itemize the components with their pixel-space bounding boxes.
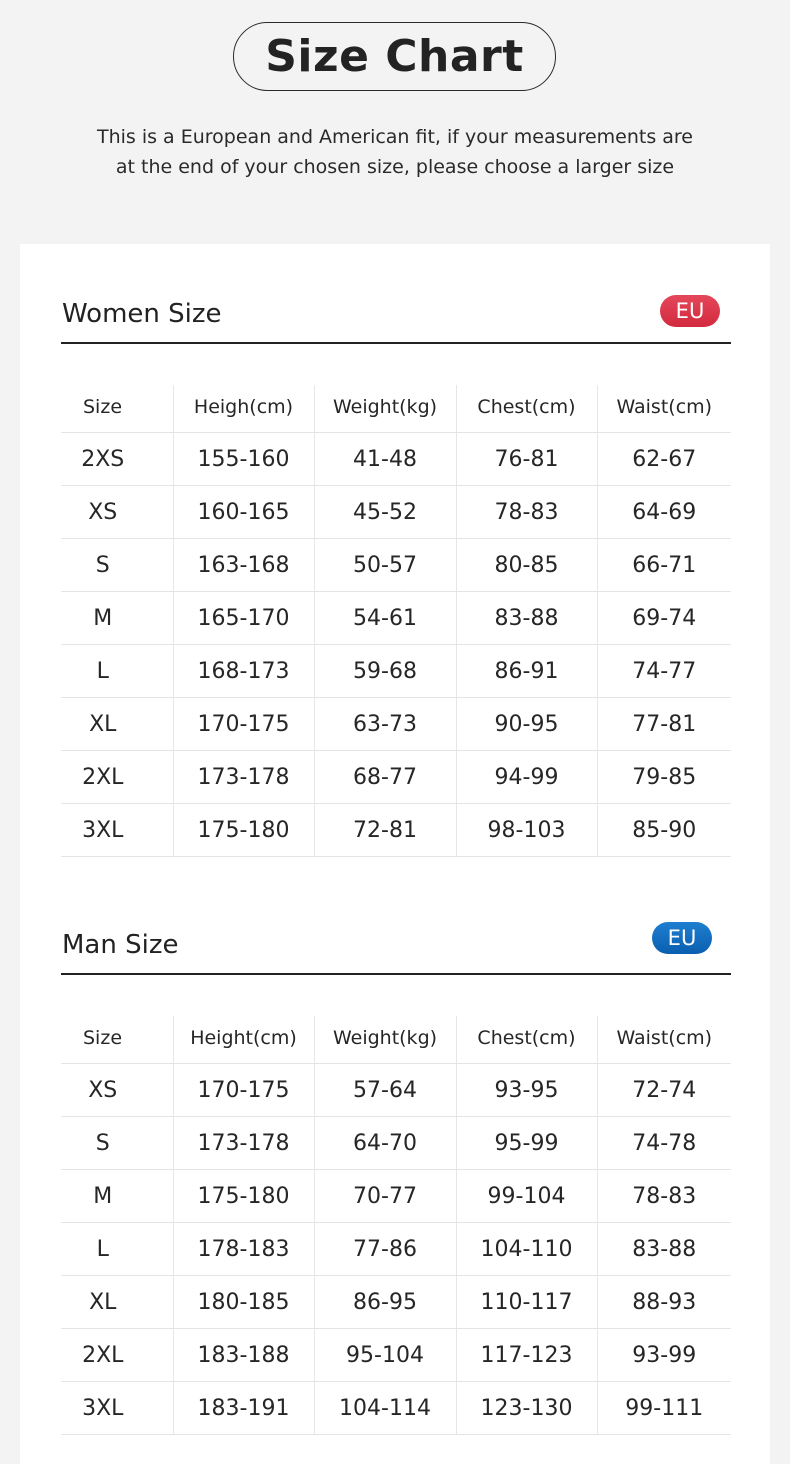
fit-note [60, 122, 730, 182]
column-header-size: Size [61, 385, 173, 433]
table-row [61, 592, 731, 645]
column-header-waist: Waist(cm) [597, 385, 731, 433]
cell-size: 3XL [61, 804, 173, 857]
cell-size: M [61, 592, 173, 645]
page-title: Size Chart [265, 31, 524, 82]
cell-weight: 45-52 [314, 486, 456, 539]
cell-waist: 79-85 [597, 751, 731, 804]
man-size-table [61, 1016, 731, 1435]
table-row [61, 1064, 731, 1117]
cell-weight: 41-48 [314, 433, 456, 486]
column-header-height: Height(cm) [173, 1016, 314, 1064]
cell-size: 2XL [61, 1329, 173, 1382]
cell-chest: 93-95 [456, 1064, 597, 1117]
table-row [61, 751, 731, 804]
cell-weight: 86-95 [314, 1276, 456, 1329]
cell-waist: 66-71 [597, 539, 731, 592]
women-eu-badge: EU [660, 295, 720, 327]
cell-height: 165-170 [173, 592, 314, 645]
cell-waist: 93-99 [597, 1329, 731, 1382]
fit-note-line-2: at the end of your chosen size, please choose a larger size [115, 156, 675, 178]
cell-size: 2XL [61, 751, 173, 804]
column-header-weight: Weight(kg) [314, 1016, 456, 1064]
cell-weight: 68-77 [314, 751, 456, 804]
cell-size: L [61, 645, 173, 698]
cell-size: XL [61, 698, 173, 751]
cell-weight: 64-70 [314, 1117, 456, 1170]
table-row [61, 1382, 731, 1435]
cell-weight: 57-64 [314, 1064, 456, 1117]
cell-chest: 99-104 [456, 1170, 597, 1223]
cell-height: 173-178 [173, 751, 314, 804]
table-header-row [61, 385, 731, 433]
cell-size: XL [61, 1276, 173, 1329]
cell-size: 2XS [61, 433, 173, 486]
cell-chest: 86-91 [456, 645, 597, 698]
cell-waist: 64-69 [597, 486, 731, 539]
cell-waist: 74-77 [597, 645, 731, 698]
cell-weight: 50-57 [314, 539, 456, 592]
column-header-chest: Chest(cm) [456, 385, 597, 433]
cell-waist: 62-67 [597, 433, 731, 486]
cell-waist: 74-78 [597, 1117, 731, 1170]
cell-size: 3XL [61, 1382, 173, 1435]
cell-size: S [61, 539, 173, 592]
fit-note-line-1: This is a European and American fit, if your measurements are [96, 126, 694, 148]
table-header-row [61, 1016, 731, 1064]
cell-chest: 90-95 [456, 698, 597, 751]
table-row [61, 1117, 731, 1170]
cell-height: 175-180 [173, 804, 314, 857]
cell-waist: 78-83 [597, 1170, 731, 1223]
cell-height: 183-191 [173, 1382, 314, 1435]
table-row [61, 1329, 731, 1382]
cell-waist: 99-111 [597, 1382, 731, 1435]
table-row [61, 645, 731, 698]
cell-chest: 123-130 [456, 1382, 597, 1435]
cell-chest: 80-85 [456, 539, 597, 592]
cell-weight: 63-73 [314, 698, 456, 751]
cell-height: 155-160 [173, 433, 314, 486]
cell-chest: 94-99 [456, 751, 597, 804]
cell-height: 168-173 [173, 645, 314, 698]
size-chart-title-pill [233, 22, 556, 91]
cell-height: 175-180 [173, 1170, 314, 1223]
cell-weight: 70-77 [314, 1170, 456, 1223]
cell-size: XS [61, 1064, 173, 1117]
cell-height: 173-178 [173, 1117, 314, 1170]
table-row [61, 539, 731, 592]
cell-height: 180-185 [173, 1276, 314, 1329]
cell-height: 170-175 [173, 1064, 314, 1117]
cell-waist: 83-88 [597, 1223, 731, 1276]
cell-waist: 88-93 [597, 1276, 731, 1329]
size-card [20, 244, 770, 1464]
cell-height: 160-165 [173, 486, 314, 539]
column-header-size: Size [61, 1016, 173, 1064]
man-eu-badge: EU [652, 922, 712, 954]
women-size-table [61, 385, 731, 857]
cell-chest: 104-110 [456, 1223, 597, 1276]
cell-weight: 77-86 [314, 1223, 456, 1276]
table-row [61, 804, 731, 857]
cell-waist: 72-74 [597, 1064, 731, 1117]
women-section-title: Women Size [62, 299, 222, 329]
women-section-header [61, 292, 731, 344]
cell-weight: 95-104 [314, 1329, 456, 1382]
column-header-height: Heigh(cm) [173, 385, 314, 433]
women-size-section [61, 292, 731, 857]
cell-height: 183-188 [173, 1329, 314, 1382]
cell-weight: 59-68 [314, 645, 456, 698]
man-section-header [61, 923, 731, 975]
table-row [61, 1170, 731, 1223]
column-header-waist: Waist(cm) [597, 1016, 731, 1064]
cell-chest: 98-103 [456, 804, 597, 857]
table-row [61, 1223, 731, 1276]
cell-weight: 72-81 [314, 804, 456, 857]
table-row [61, 698, 731, 751]
cell-waist: 85-90 [597, 804, 731, 857]
cell-weight: 54-61 [314, 592, 456, 645]
man-section-title: Man Size [62, 930, 179, 960]
cell-chest: 76-81 [456, 433, 597, 486]
cell-chest: 83-88 [456, 592, 597, 645]
cell-size: S [61, 1117, 173, 1170]
cell-waist: 77-81 [597, 698, 731, 751]
cell-chest: 78-83 [456, 486, 597, 539]
cell-weight: 104-114 [314, 1382, 456, 1435]
cell-height: 178-183 [173, 1223, 314, 1276]
table-row [61, 1276, 731, 1329]
cell-height: 163-168 [173, 539, 314, 592]
table-row [61, 433, 731, 486]
cell-size: XS [61, 486, 173, 539]
column-header-weight: Weight(kg) [314, 385, 456, 433]
cell-size: L [61, 1223, 173, 1276]
cell-chest: 117-123 [456, 1329, 597, 1382]
table-row [61, 486, 731, 539]
man-size-section [61, 923, 731, 1435]
cell-size: M [61, 1170, 173, 1223]
cell-chest: 95-99 [456, 1117, 597, 1170]
cell-height: 170-175 [173, 698, 314, 751]
cell-waist: 69-74 [597, 592, 731, 645]
column-header-chest: Chest(cm) [456, 1016, 597, 1064]
cell-chest: 110-117 [456, 1276, 597, 1329]
